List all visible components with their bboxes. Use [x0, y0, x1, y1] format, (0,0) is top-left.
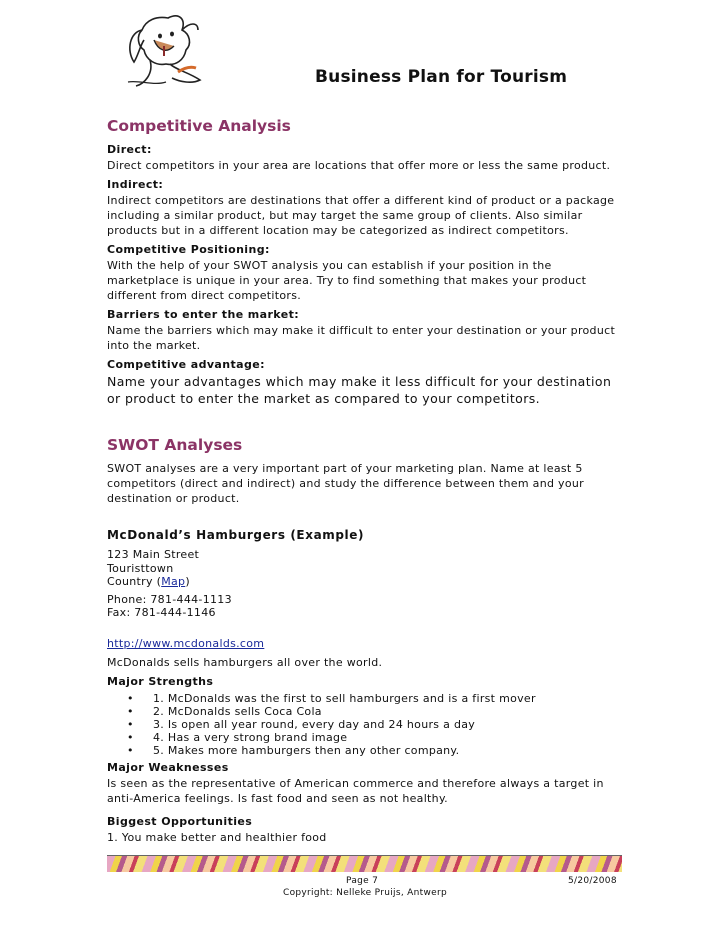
positioning-text: With the help of your SWOT analysis you can establish if your position in the marketplace is unique in your area. Try to find something that makes your product different from direct competitors. [107, 259, 587, 302]
strength-text: 5. Makes more hamburgers then any other company. [153, 744, 460, 758]
footer-copyright: Copyright: Nelleke Pruijs, Antwerp [283, 888, 447, 898]
address-street: 123 Main Street [107, 548, 200, 561]
swot-intro: SWOT analyses are a very important part of your marketing plan. Name at least 5 competitors (direct and indirect) and study the difference between them and your destination or product. [107, 462, 584, 505]
strength-text: 4. Has a very strong brand image [153, 731, 348, 745]
fax-number: Fax: 781-444-1146 [107, 606, 216, 619]
spacer [107, 407, 623, 435]
country-prefix: Country ( [107, 575, 162, 588]
map-link[interactable]: Map [161, 575, 186, 588]
strength-text: 1. McDonalds was the first to sell hamburgers and is a first mover [153, 691, 536, 705]
opportunities-text: 1. You make better and healthier food [107, 830, 327, 844]
bullet-icon: • [127, 717, 134, 731]
bullet-icon: • [127, 704, 134, 718]
advantage-label: Competitive advantage: [107, 358, 265, 371]
direct-label: Direct: [107, 143, 152, 156]
list-item [107, 692, 623, 705]
website-line [107, 636, 623, 651]
barriers-label: Barriers to enter the market: [107, 308, 300, 321]
list-item [107, 718, 623, 731]
strength-text: 3. Is open all year round, every day and 24 hours a day [153, 717, 476, 731]
company-description: McDonalds sells hamburgers all over the world. [107, 655, 383, 669]
weaknesses-label: Major Weaknesses [107, 760, 229, 774]
address-country [107, 575, 623, 589]
main-content [107, 116, 623, 849]
page-number: Page 7 [346, 876, 379, 886]
bullet-icon: • [127, 744, 134, 758]
dog-cartoon-icon [120, 10, 210, 92]
bullet-icon: • [127, 691, 134, 705]
footer-date: 5/20/2008 [568, 876, 617, 886]
strength-text: 2. McDonalds sells Coca Cola [153, 704, 322, 718]
list-item [107, 705, 623, 718]
direct-text: Direct competitors in your area are locations that offer more or less the same product. [107, 159, 611, 172]
list-item [107, 744, 623, 757]
swot-heading: SWOT Analyses [107, 436, 243, 454]
strengths-label: Major Strengths [107, 674, 214, 688]
indirect-label: Indirect: [107, 178, 164, 191]
positioning-label: Competitive Positioning: [107, 243, 270, 256]
advantage-text: Name your advantages which may make it less difficult for your destination or product to enter the market as compared to your competitors. [107, 374, 612, 406]
list-item [107, 731, 623, 744]
country-suffix: ) [185, 575, 190, 588]
bullet-icon: • [127, 731, 134, 745]
weaknesses-text: Is seen as the representative of American commerce and therefore always a target in anti-America feelings. Is fast food and seen as not healthy. [107, 776, 604, 805]
opportunities-label: Biggest Opportunities [107, 814, 253, 828]
phone-number: Phone: 781-444-1113 [107, 592, 232, 606]
indirect-text: Indirect competitors are destinations that offer a different kind of product or a package including a similar product, but may target the same group of clients. Also similar products but in a different location may be categorized as indirect competitors. [107, 194, 615, 237]
spacer [107, 510, 623, 526]
footer-decorative-band [107, 855, 622, 872]
address-town: Touristtown [107, 561, 174, 575]
barriers-text: Name the barriers which may make it difficult to enter your destination or your product into the market. [107, 324, 616, 352]
strengths-list [107, 692, 623, 758]
website-link[interactable]: http://www.mcdonalds.com [107, 636, 265, 650]
example-title: McDonald’s Hamburgers (Example) [107, 528, 365, 542]
spacer [107, 620, 623, 636]
competitive-analysis-heading: Competitive Analysis [107, 117, 291, 135]
document-title: Business Plan for Tourism [315, 67, 568, 87]
